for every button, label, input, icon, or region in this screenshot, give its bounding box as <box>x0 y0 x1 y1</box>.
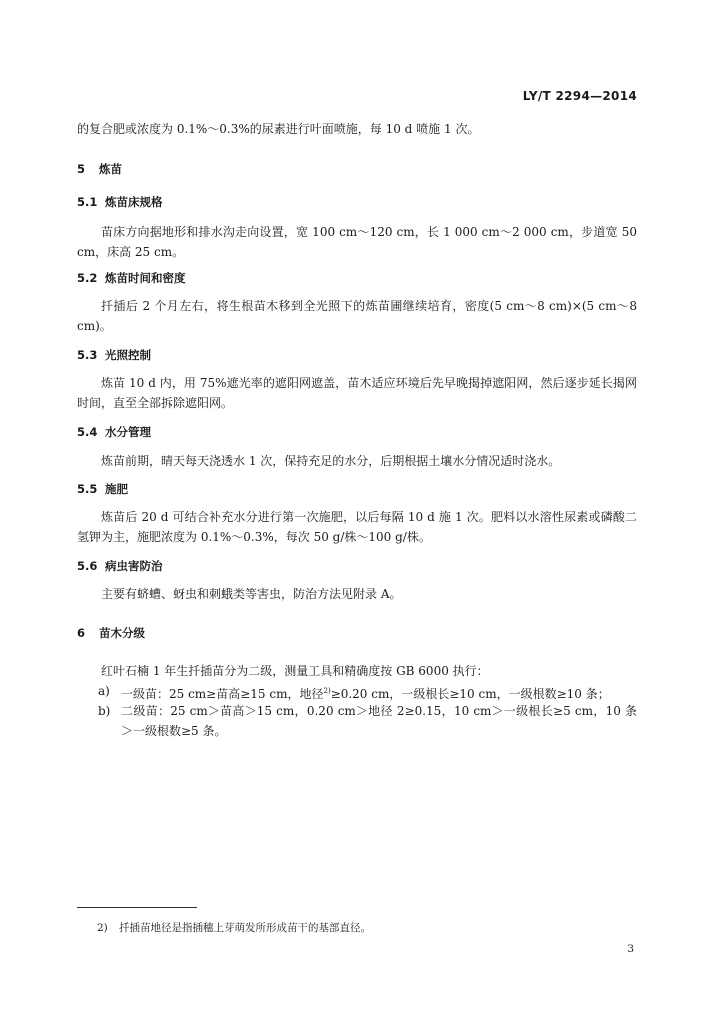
section-number: 5.5 <box>77 482 98 496</box>
list-label: a) <box>98 684 110 698</box>
section-number: 5.6 <box>77 559 98 573</box>
section-title: 炼苗 <box>99 162 122 176</box>
section-number: 5.3 <box>77 348 98 362</box>
section-5-2-heading <box>77 270 186 286</box>
section-number: 5 <box>77 162 86 176</box>
list-item-b <box>77 701 637 741</box>
section-title: 苗木分级 <box>99 626 145 640</box>
footnote-ref: 2) <box>323 687 331 695</box>
section-6-intro: 红叶石楠 1 年生扦插苗分为二级，测量工具和精确度按 GB 6000 执行： <box>101 664 489 678</box>
section-5-1-heading <box>77 194 163 210</box>
section-title: 炼苗床规格 <box>105 195 163 209</box>
list-text: 二级苗：25 cm＞苗高＞15 cm，0.20 cm＞地径 2≥0.15，10 cm＞一级根长≥5 cm，10 条＞一级根数≥5 条。 <box>121 704 637 738</box>
section-5-5-text: 炼苗后 20 d 可结合补充水分进行第一次施肥，以后每隔 10 d 施 1 次。肥料以水溶性尿素或磷酸二氢钾为主，施肥浓度为 0.1%～0.3%，每次 50 g/株～100 g/株。 <box>77 510 637 544</box>
page-number: 3 <box>627 943 634 955</box>
section-5-4-heading <box>77 424 151 440</box>
section-number: 5.2 <box>77 271 98 285</box>
section-title: 施肥 <box>105 482 128 496</box>
section-5-3-heading <box>77 347 151 363</box>
section-title: 水分管理 <box>105 425 151 439</box>
footnote <box>97 920 371 935</box>
section-number: 5.4 <box>77 425 98 439</box>
section-5-6-text: 主要有蛴螬、蚜虫和刺蛾类等害虫，防治方法见附录 A。 <box>101 587 402 601</box>
footnote-text: 扦插苗地径是指插穗上芽萌发所形成苗干的基部直径。 <box>119 922 371 934</box>
section-5-3-text: 炼苗 10 d 内，用 75%遮光率的遮阳网遮盖，苗木适应环境后先早晚揭掉遮阳网，然后逐步延长揭网时间，直至全部拆除遮阳网。 <box>77 376 637 410</box>
section-5-6-heading <box>77 558 163 574</box>
section-title: 光照控制 <box>105 348 151 362</box>
list-text-post: ≥0.20 cm，一级根长≥10 cm，一级根数≥10 条； <box>330 687 610 701</box>
standard-number: LY/T 2294—2014 <box>522 89 637 103</box>
list-label: b) <box>98 704 111 718</box>
section-5-heading <box>77 161 122 177</box>
section-5-2-text: 扦插后 2 个月左右，将生根苗木移到全光照下的炼苗圃继续培育，密度(5 cm～8 cm)×(5 cm～8 cm)。 <box>77 299 637 333</box>
section-6-heading <box>77 625 145 641</box>
section-5-1-text: 苗床方向据地形和排水沟走向设置，宽 100 cm～120 cm，长 1 000 cm～2 000 cm，步道宽 50 cm，床高 25 cm。 <box>77 225 637 259</box>
footnote-divider <box>77 907 197 908</box>
section-title: 炼苗时间和密度 <box>105 271 186 285</box>
section-5-4-text: 炼苗前期，晴天每天浇透水 1 次，保持充足的水分，后期根据土壤水分情况适时浇水。 <box>101 454 561 468</box>
intro-line: 的复合肥或浓度为 0.1%～0.3%的尿素进行叶面喷施，每 10 d 喷施 1 次。 <box>77 122 480 136</box>
list-text-pre: 一级苗：25 cm≥苗高≥15 cm，地径 <box>121 687 324 701</box>
footnote-number: 2) <box>97 922 108 934</box>
section-title: 病虫害防治 <box>105 559 163 573</box>
section-number: 6 <box>77 626 86 640</box>
section-number: 5.1 <box>77 195 98 209</box>
section-5-5-heading <box>77 481 128 497</box>
